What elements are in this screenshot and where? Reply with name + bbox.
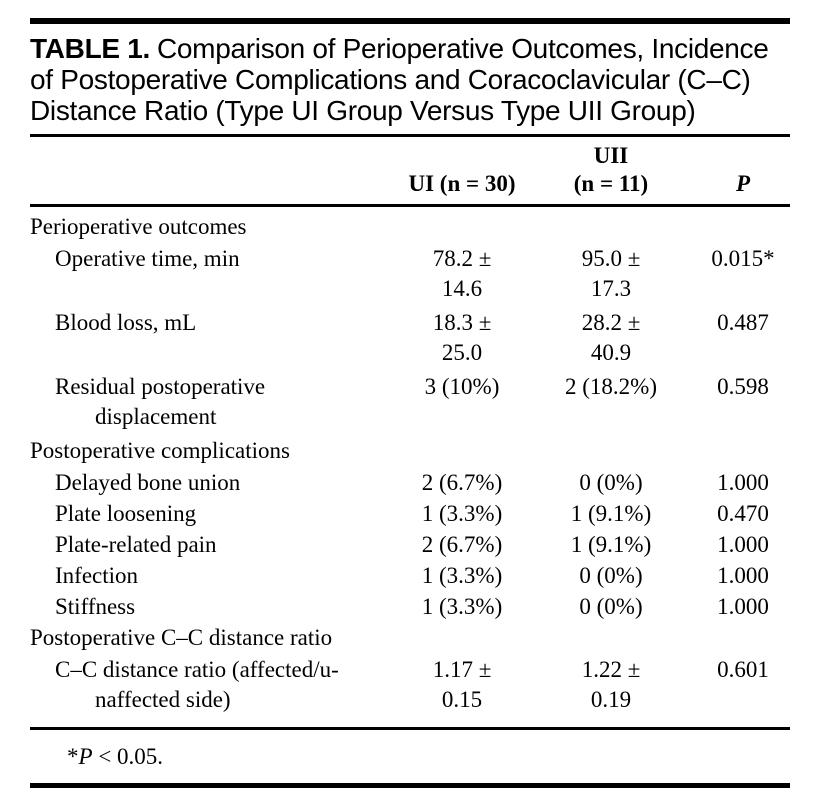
table-row: [30, 468, 790, 498]
table-caption-text: Comparison of Perioperative Outcomes, Incidence of Postoperative Complications and Coracoclavicular (C–C) Distance Ratio (Type UI Group Versus Type UII Group): [30, 33, 769, 126]
value-line: 1.22 ±: [581, 657, 641, 682]
ui-value: 1 (3.3%): [421, 563, 503, 588]
footnote-star: *: [67, 744, 79, 769]
ui-value: [398, 655, 526, 715]
table-header-row: [30, 137, 790, 204]
uii-value: 1 (9.1%): [570, 501, 652, 526]
row-label: Stiffness: [55, 594, 136, 619]
value-line: 25.0: [441, 340, 483, 365]
p-value: 0.598: [717, 374, 769, 399]
footnote-text: < 0.05.: [92, 744, 164, 769]
column-header-ui: UI (n = 30): [408, 171, 516, 196]
top-thick-rule: [30, 18, 790, 24]
uii-value: [526, 655, 696, 715]
row-label-line2: naffected side): [95, 687, 231, 712]
p-value: 1.000: [717, 594, 769, 619]
table-row: [30, 592, 790, 622]
uii-value: 2 (18.2%): [565, 374, 657, 399]
p-value: 0.015*: [711, 246, 775, 271]
value-line: 28.2 ±: [581, 310, 641, 335]
row-label-line2: displacement: [95, 404, 217, 429]
ui-value: [398, 244, 526, 304]
value-line: 40.9: [590, 340, 632, 365]
ui-value: 2 (6.7%): [421, 532, 503, 557]
ui-value: 1 (3.3%): [421, 501, 503, 526]
row-label: [30, 372, 398, 432]
uii-value: [526, 308, 696, 368]
p-value: 0.487: [717, 310, 769, 335]
value-line: 95.0 ±: [581, 246, 641, 271]
table-row: [30, 655, 790, 715]
p-value: 0.601: [717, 657, 769, 682]
row-label: Plate-related pain: [55, 532, 217, 557]
footnote: [30, 730, 790, 783]
column-header-uii: [526, 142, 696, 198]
value-line: 0.19: [590, 687, 632, 712]
table-row: [30, 244, 790, 304]
uii-value: 0 (0%): [579, 470, 643, 495]
section-label: Perioperative outcomes: [30, 214, 247, 239]
table-row: [30, 499, 790, 529]
value-line: 14.6: [441, 276, 483, 301]
row-label: Operative time, min: [55, 246, 240, 271]
bottom-thick-rule: [30, 783, 790, 788]
value-line: 18.3 ±: [432, 310, 492, 335]
row-label: Infection: [55, 563, 139, 588]
p-value: 1.000: [717, 470, 769, 495]
table-caption-label: TABLE 1.: [30, 33, 150, 64]
uii-value: [526, 244, 696, 304]
ui-value: [398, 308, 526, 368]
table-body: [30, 207, 790, 715]
ui-value: 1 (3.3%): [421, 594, 503, 619]
column-header-uii-line1: UII: [593, 143, 629, 168]
p-value: 0.470: [717, 501, 769, 526]
section-label: Postoperative C–C distance ratio: [30, 625, 333, 650]
table-row: [30, 308, 790, 368]
value-line: 78.2 ±: [432, 246, 492, 271]
uii-value: 0 (0%): [579, 594, 643, 619]
table-row-section: [30, 623, 790, 653]
table-row-section: [30, 212, 790, 242]
row-label: Delayed bone union: [55, 470, 241, 495]
section-label: Postoperative complications: [30, 438, 290, 463]
row-label: Plate loosening: [55, 501, 197, 526]
table-caption: [30, 33, 790, 126]
ui-value: 3 (10%): [424, 374, 500, 399]
uii-value: 1 (9.1%): [570, 532, 652, 557]
footnote-p-symbol: P: [78, 744, 93, 769]
row-label: Blood loss, mL: [55, 310, 197, 335]
value-line: 1.17 ±: [432, 657, 492, 682]
row-label-line1: C–C distance ratio (affected/u-: [55, 657, 339, 682]
value-line: 0.15: [441, 687, 483, 712]
column-header-p: P: [735, 171, 751, 196]
column-header-uii-line2: (n = 11): [573, 171, 649, 196]
table-row: [30, 372, 790, 432]
table-row-section: [30, 436, 790, 466]
value-line: 17.3: [590, 276, 632, 301]
p-value: 1.000: [717, 563, 769, 588]
p-value: 1.000: [717, 532, 769, 557]
row-label: [30, 655, 398, 715]
ui-value: 2 (6.7%): [421, 470, 503, 495]
table-row: [30, 530, 790, 560]
table-row: [30, 561, 790, 591]
row-label-line1: Residual postoperative: [55, 374, 266, 399]
uii-value: 0 (0%): [579, 563, 643, 588]
